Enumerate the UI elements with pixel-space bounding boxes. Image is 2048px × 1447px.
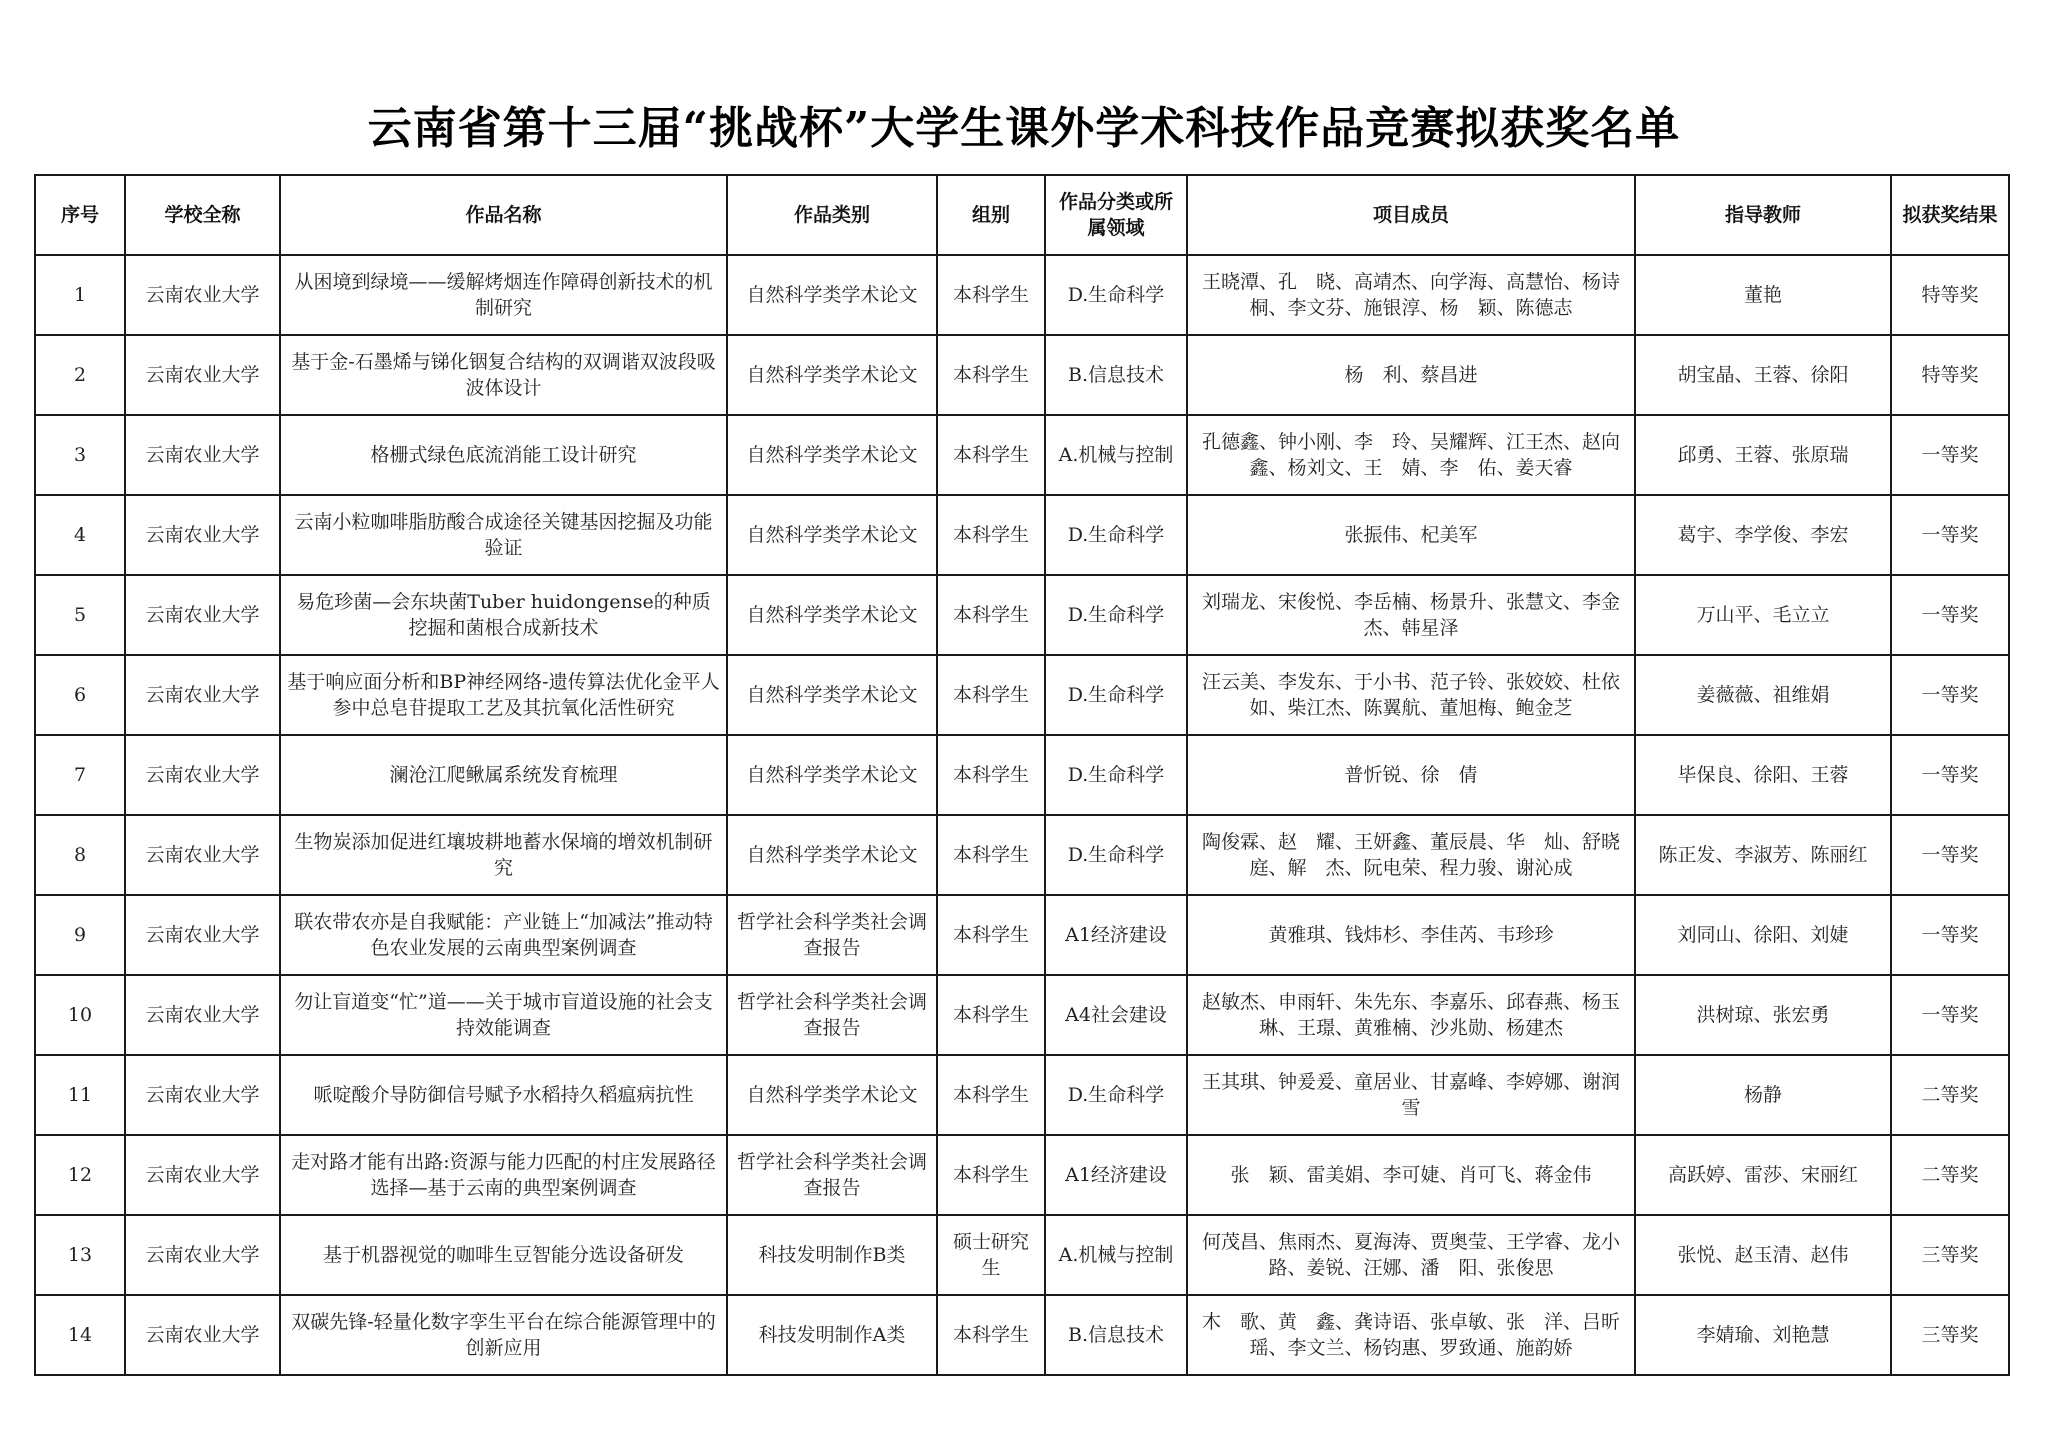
cell-index: 11 xyxy=(35,1055,125,1135)
cell-award: 特等奖 xyxy=(1891,255,2009,335)
table-row xyxy=(35,1215,2009,1295)
header-field: 作品分类或所属领域 xyxy=(1045,175,1187,255)
cell-group: 本科学生 xyxy=(937,1295,1045,1375)
cell-category: 自然科学类学术论文 xyxy=(727,655,937,735)
table-row xyxy=(35,495,2009,575)
cell-work: 勿让盲道变“忙”道——关于城市盲道设施的社会支持效能调查 xyxy=(280,975,727,1055)
cell-work: 双碳先锋-轻量化数字孪生平台在综合能源管理中的创新应用 xyxy=(280,1295,727,1375)
cell-work: 基于响应面分析和BP神经网络-遗传算法优化金平人参中总皂苷提取工艺及其抗氧化活性研究 xyxy=(280,655,727,735)
cell-field: D.生命科学 xyxy=(1045,655,1187,735)
cell-category: 哲学社会科学类社会调查报告 xyxy=(727,1135,937,1215)
cell-members: 木 歌、黄 鑫、龚诗语、张卓敏、张 洋、吕昕瑶、李文兰、杨钧惠、罗致通、施韵娇 xyxy=(1187,1295,1635,1375)
cell-school: 云南农业大学 xyxy=(125,655,280,735)
cell-members: 汪云美、李发东、于小书、范子铃、张姣姣、杜依如、柴江杰、陈翼航、董旭梅、鲍金芝 xyxy=(1187,655,1635,735)
cell-category: 自然科学类学术论文 xyxy=(727,815,937,895)
cell-index: 12 xyxy=(35,1135,125,1215)
cell-field: D.生命科学 xyxy=(1045,1055,1187,1135)
cell-group: 本科学生 xyxy=(937,815,1045,895)
cell-school: 云南农业大学 xyxy=(125,575,280,655)
cell-category: 哲学社会科学类社会调查报告 xyxy=(727,895,937,975)
cell-group: 本科学生 xyxy=(937,495,1045,575)
cell-work: 走对路才能有出路:资源与能力匹配的村庄发展路径选择—基于云南的典型案例调查 xyxy=(280,1135,727,1215)
cell-advisors: 陈正发、李淑芳、陈丽红 xyxy=(1635,815,1891,895)
table-row xyxy=(35,735,2009,815)
cell-work: 基于金-石墨烯与锑化铟复合结构的双调谐双波段吸波体设计 xyxy=(280,335,727,415)
cell-members: 陶俊霖、赵 耀、王妍鑫、董辰晨、华 灿、舒晓庭、解 杰、阮电荣、程力骏、谢沁成 xyxy=(1187,815,1635,895)
cell-index: 4 xyxy=(35,495,125,575)
award-table xyxy=(34,174,2010,1376)
cell-index: 13 xyxy=(35,1215,125,1295)
header-group: 组别 xyxy=(937,175,1045,255)
cell-group: 本科学生 xyxy=(937,735,1045,815)
cell-field: D.生命科学 xyxy=(1045,815,1187,895)
cell-advisors: 高跃婷、雷莎、宋丽红 xyxy=(1635,1135,1891,1215)
cell-advisors: 洪树琼、张宏勇 xyxy=(1635,975,1891,1055)
cell-category: 自然科学类学术论文 xyxy=(727,335,937,415)
cell-school: 云南农业大学 xyxy=(125,1295,280,1375)
cell-school: 云南农业大学 xyxy=(125,1055,280,1135)
table-row xyxy=(35,255,2009,335)
cell-index: 2 xyxy=(35,335,125,415)
cell-award: 一等奖 xyxy=(1891,495,2009,575)
cell-school: 云南农业大学 xyxy=(125,1215,280,1295)
header-row xyxy=(35,175,2009,255)
cell-category: 自然科学类学术论文 xyxy=(727,255,937,335)
cell-field: D.生命科学 xyxy=(1045,735,1187,815)
cell-index: 9 xyxy=(35,895,125,975)
table-row xyxy=(35,975,2009,1055)
cell-members: 孔德鑫、钟小刚、李 玲、吴耀辉、江王杰、赵向鑫、杨刘文、王 婧、李 佑、姜天睿 xyxy=(1187,415,1635,495)
cell-school: 云南农业大学 xyxy=(125,1135,280,1215)
header-members: 项目成员 xyxy=(1187,175,1635,255)
cell-members: 赵敏杰、申雨轩、朱先东、李嘉乐、邱春燕、杨玉琳、王璟、黄雅楠、沙兆勋、杨建杰 xyxy=(1187,975,1635,1055)
cell-index: 10 xyxy=(35,975,125,1055)
cell-advisors: 邱勇、王蓉、张原瑞 xyxy=(1635,415,1891,495)
cell-members: 何茂昌、焦雨杰、夏海涛、贾奥莹、王学睿、龙小路、姜锐、汪娜、潘 阳、张俊思 xyxy=(1187,1215,1635,1295)
cell-school: 云南农业大学 xyxy=(125,895,280,975)
cell-award: 一等奖 xyxy=(1891,895,2009,975)
cell-work: 格栅式绿色底流消能工设计研究 xyxy=(280,415,727,495)
cell-work: 云南小粒咖啡脂肪酸合成途径关键基因挖掘及功能验证 xyxy=(280,495,727,575)
cell-advisors: 葛宇、李学俊、李宏 xyxy=(1635,495,1891,575)
cell-school: 云南农业大学 xyxy=(125,975,280,1055)
cell-field: A.机械与控制 xyxy=(1045,1215,1187,1295)
cell-members: 杨 利、蔡昌进 xyxy=(1187,335,1635,415)
cell-work: 易危珍菌—会东块菌Tuber huidongense的种质挖掘和菌根合成新技术 xyxy=(280,575,727,655)
header-award: 拟获奖结果 xyxy=(1891,175,2009,255)
table-body xyxy=(35,255,2009,1375)
cell-school: 云南农业大学 xyxy=(125,335,280,415)
table-header xyxy=(35,175,2009,255)
cell-group: 本科学生 xyxy=(937,1055,1045,1135)
cell-members: 张 颖、雷美娟、李可婕、肖可飞、蒋金伟 xyxy=(1187,1135,1635,1215)
table-row xyxy=(35,1055,2009,1135)
header-index: 序号 xyxy=(35,175,125,255)
cell-members: 张振伟、杞美军 xyxy=(1187,495,1635,575)
cell-school: 云南农业大学 xyxy=(125,415,280,495)
cell-index: 7 xyxy=(35,735,125,815)
table-row xyxy=(35,1295,2009,1375)
cell-category: 科技发明制作A类 xyxy=(727,1295,937,1375)
cell-category: 自然科学类学术论文 xyxy=(727,1055,937,1135)
cell-index: 14 xyxy=(35,1295,125,1375)
cell-group: 本科学生 xyxy=(937,575,1045,655)
cell-school: 云南农业大学 xyxy=(125,815,280,895)
cell-group: 本科学生 xyxy=(937,975,1045,1055)
cell-award: 三等奖 xyxy=(1891,1215,2009,1295)
cell-award: 一等奖 xyxy=(1891,575,2009,655)
cell-advisors: 杨静 xyxy=(1635,1055,1891,1135)
header-category: 作品类别 xyxy=(727,175,937,255)
header-advisors: 指导教师 xyxy=(1635,175,1891,255)
table-row xyxy=(35,1135,2009,1215)
table-row xyxy=(35,895,2009,975)
table-row xyxy=(35,415,2009,495)
cell-advisors: 万山平、毛立立 xyxy=(1635,575,1891,655)
cell-field: A1经济建设 xyxy=(1045,895,1187,975)
cell-index: 1 xyxy=(35,255,125,335)
cell-award: 一等奖 xyxy=(1891,415,2009,495)
cell-award: 二等奖 xyxy=(1891,1135,2009,1215)
cell-advisors: 刘同山、徐阳、刘婕 xyxy=(1635,895,1891,975)
cell-award: 三等奖 xyxy=(1891,1295,2009,1375)
cell-group: 硕士研究生 xyxy=(937,1215,1045,1295)
cell-award: 一等奖 xyxy=(1891,735,2009,815)
cell-field: D.生命科学 xyxy=(1045,495,1187,575)
cell-group: 本科学生 xyxy=(937,655,1045,735)
cell-work: 生物炭添加促进红壤坡耕地蓄水保墒的增效机制研究 xyxy=(280,815,727,895)
table-row xyxy=(35,815,2009,895)
cell-work: 基于机器视觉的咖啡生豆智能分选设备研发 xyxy=(280,1215,727,1295)
cell-index: 3 xyxy=(35,415,125,495)
cell-field: B.信息技术 xyxy=(1045,335,1187,415)
cell-award: 一等奖 xyxy=(1891,815,2009,895)
cell-field: D.生命科学 xyxy=(1045,575,1187,655)
cell-work: 哌啶酸介导防御信号赋予水稻持久稻瘟病抗性 xyxy=(280,1055,727,1135)
cell-field: A.机械与控制 xyxy=(1045,415,1187,495)
cell-advisors: 姜薇薇、祖维娟 xyxy=(1635,655,1891,735)
cell-members: 黄雅琪、钱炜杉、李佳芮、韦珍珍 xyxy=(1187,895,1635,975)
cell-group: 本科学生 xyxy=(937,335,1045,415)
cell-school: 云南农业大学 xyxy=(125,255,280,335)
cell-group: 本科学生 xyxy=(937,255,1045,335)
cell-group: 本科学生 xyxy=(937,415,1045,495)
cell-advisors: 董艳 xyxy=(1635,255,1891,335)
cell-index: 6 xyxy=(35,655,125,735)
cell-field: A1经济建设 xyxy=(1045,1135,1187,1215)
cell-members: 普忻锐、徐 倩 xyxy=(1187,735,1635,815)
header-school: 学校全称 xyxy=(125,175,280,255)
cell-advisors: 李婧瑜、刘艳慧 xyxy=(1635,1295,1891,1375)
table-row xyxy=(35,335,2009,415)
table-row xyxy=(35,575,2009,655)
cell-category: 哲学社会科学类社会调查报告 xyxy=(727,975,937,1055)
cell-work: 联农带农亦是自我赋能：产业链上“加减法”推动特色农业发展的云南典型案例调查 xyxy=(280,895,727,975)
cell-members: 王其琪、钟爰爰、童居业、甘嘉峰、李婷娜、谢润雪 xyxy=(1187,1055,1635,1135)
cell-group: 本科学生 xyxy=(937,1135,1045,1215)
table-row xyxy=(35,655,2009,735)
cell-award: 特等奖 xyxy=(1891,335,2009,415)
cell-members: 刘瑞龙、宋俊悦、李岳楠、杨景升、张慧文、李金杰、韩星泽 xyxy=(1187,575,1635,655)
cell-members: 王晓潭、孔 晓、高靖杰、向学海、高慧怡、杨诗桐、李文芬、施银淳、杨 颖、陈德志 xyxy=(1187,255,1635,335)
cell-work: 从困境到绿境——缓解烤烟连作障碍创新技术的机制研究 xyxy=(280,255,727,335)
cell-index: 5 xyxy=(35,575,125,655)
cell-field: D.生命科学 xyxy=(1045,255,1187,335)
cell-school: 云南农业大学 xyxy=(125,495,280,575)
cell-category: 科技发明制作B类 xyxy=(727,1215,937,1295)
cell-award: 一等奖 xyxy=(1891,975,2009,1055)
cell-advisors: 张悦、赵玉清、赵伟 xyxy=(1635,1215,1891,1295)
cell-category: 自然科学类学术论文 xyxy=(727,575,937,655)
cell-school: 云南农业大学 xyxy=(125,735,280,815)
cell-field: B.信息技术 xyxy=(1045,1295,1187,1375)
header-work: 作品名称 xyxy=(280,175,727,255)
cell-category: 自然科学类学术论文 xyxy=(727,735,937,815)
document-title: 云南省第十三届“挑战杯”大学生课外学术科技作品竞赛拟获奖名单 xyxy=(367,103,1681,154)
cell-group: 本科学生 xyxy=(937,895,1045,975)
cell-award: 一等奖 xyxy=(1891,655,2009,735)
cell-category: 自然科学类学术论文 xyxy=(727,415,937,495)
cell-advisors: 胡宝晶、王蓉、徐阳 xyxy=(1635,335,1891,415)
cell-advisors: 毕保良、徐阳、王蓉 xyxy=(1635,735,1891,815)
cell-work: 澜沧江爬鳅属系统发育梳理 xyxy=(280,735,727,815)
cell-category: 自然科学类学术论文 xyxy=(727,495,937,575)
cell-award: 二等奖 xyxy=(1891,1055,2009,1135)
cell-index: 8 xyxy=(35,815,125,895)
cell-field: A4社会建设 xyxy=(1045,975,1187,1055)
